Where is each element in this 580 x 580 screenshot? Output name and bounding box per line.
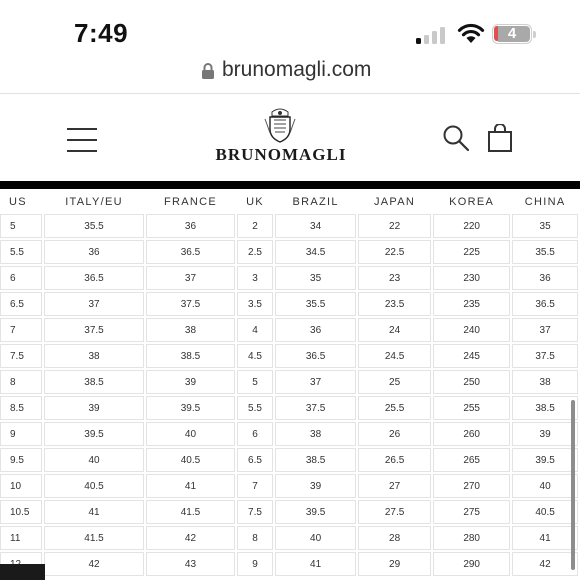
cell-italy-eu: 38 — [44, 344, 144, 368]
status-time: 7:49 — [74, 18, 129, 48]
cell-brazil: 37.5 — [275, 396, 356, 420]
cell-france: 37 — [146, 266, 235, 290]
column-header-france: FRANCE — [163, 196, 217, 208]
cell-japan: 29 — [358, 552, 431, 576]
cell-france: 41.5 — [146, 500, 235, 524]
cell-china: 35 — [512, 214, 578, 238]
table-row — [0, 422, 578, 446]
cell-uk: 6 — [237, 422, 273, 446]
cell-china: 40 — [512, 474, 578, 498]
cell-us: 8 — [0, 370, 42, 394]
cell-uk: 5.5 — [237, 396, 273, 420]
cell-korea: 265 — [433, 448, 510, 472]
cell-japan: 24.5 — [358, 344, 431, 368]
cell-france: 42 — [146, 526, 235, 550]
cell-uk: 3.5 — [237, 292, 273, 316]
cell-italy-eu: 40 — [44, 448, 144, 472]
cell-china: 40.5 — [512, 500, 578, 524]
shopping-bag-icon[interactable] — [487, 124, 513, 152]
column-header-uk: UK — [246, 196, 264, 208]
cell-korea: 235 — [433, 292, 510, 316]
cell-china: 36 — [512, 266, 578, 290]
cell-italy-eu: 39 — [44, 396, 144, 420]
cell-korea: 280 — [433, 526, 510, 550]
cell-china: 41 — [512, 526, 578, 550]
cell-korea: 270 — [433, 474, 510, 498]
size-chart — [0, 190, 580, 578]
cell-us: 10.5 — [0, 500, 42, 524]
cell-uk: 4.5 — [237, 344, 273, 368]
cell-korea: 250 — [433, 370, 510, 394]
table-row — [0, 448, 578, 472]
column-header-korea: KOREA — [449, 196, 495, 208]
cell-japan: 28 — [358, 526, 431, 550]
cell-italy-eu: 42 — [44, 552, 144, 576]
cell-us: 7 — [0, 318, 42, 342]
cell-uk: 8 — [237, 526, 273, 550]
cell-china: 36.5 — [512, 292, 578, 316]
cell-china: 38 — [512, 370, 578, 394]
scrollbar[interactable] — [571, 400, 575, 570]
table-row — [0, 292, 578, 316]
cell-korea: 255 — [433, 396, 510, 420]
column-header-japan: JAPAN — [374, 196, 416, 208]
cell-japan: 23 — [358, 266, 431, 290]
cell-france: 37.5 — [146, 292, 235, 316]
url-text[interactable]: brunomagli.com — [222, 58, 372, 81]
cell-us: 9.5 — [0, 448, 42, 472]
battery-terminal — [533, 31, 536, 38]
cell-uk: 2.5 — [237, 240, 273, 264]
hamburger-menu-icon[interactable] — [67, 128, 97, 152]
cell-uk: 7.5 — [237, 500, 273, 524]
cell-korea: 220 — [433, 214, 510, 238]
cellular-signal-icon — [416, 26, 448, 44]
cell-italy-eu: 37 — [44, 292, 144, 316]
cell-japan: 26 — [358, 422, 431, 446]
cell-italy-eu: 41 — [44, 500, 144, 524]
cell-brazil: 34 — [275, 214, 356, 238]
cell-uk: 7 — [237, 474, 273, 498]
cell-us: 11 — [0, 526, 42, 550]
cell-france: 38.5 — [146, 344, 235, 368]
cell-france: 36.5 — [146, 240, 235, 264]
divider — [0, 93, 580, 94]
cell-italy-eu: 37.5 — [44, 318, 144, 342]
size-chart-table — [0, 190, 580, 578]
lock-icon — [201, 62, 215, 80]
cell-brazil: 35 — [275, 266, 356, 290]
cell-korea: 290 — [433, 552, 510, 576]
battery-level: 4 — [507, 25, 517, 42]
cell-china: 39.5 — [512, 448, 578, 472]
cell-brazil: 38 — [275, 422, 356, 446]
cell-us: 7.5 — [0, 344, 42, 368]
brand-logo[interactable]: BRUNOMAGLI — [215, 145, 347, 164]
cell-italy-eu: 36.5 — [44, 266, 144, 290]
address-bar[interactable] — [0, 56, 580, 92]
cell-korea: 225 — [433, 240, 510, 264]
table-row — [0, 240, 578, 264]
table-header-row — [0, 192, 578, 212]
cell-brazil: 38.5 — [275, 448, 356, 472]
cell-china: 38.5 — [512, 396, 578, 420]
cell-japan: 23.5 — [358, 292, 431, 316]
cell-china: 37.5 — [512, 344, 578, 368]
cell-france: 41 — [146, 474, 235, 498]
status-bar — [0, 0, 580, 62]
header-divider-bar — [0, 181, 580, 189]
cell-uk: 6.5 — [237, 448, 273, 472]
cell-france: 40 — [146, 422, 235, 446]
cell-china: 35.5 — [512, 240, 578, 264]
cell-korea: 240 — [433, 318, 510, 342]
cell-korea: 245 — [433, 344, 510, 368]
table-row — [0, 318, 578, 342]
cell-france: 40.5 — [146, 448, 235, 472]
cell-brazil: 40 — [275, 526, 356, 550]
cell-uk: 9 — [237, 552, 273, 576]
cell-japan: 22 — [358, 214, 431, 238]
size-chart-body — [0, 214, 578, 576]
cell-uk: 5 — [237, 370, 273, 394]
cell-brazil: 39.5 — [275, 500, 356, 524]
cell-korea: 275 — [433, 500, 510, 524]
cell-brazil: 36 — [275, 318, 356, 342]
table-row — [0, 214, 578, 238]
cell-us: 5.5 — [0, 240, 42, 264]
cell-italy-eu: 35.5 — [44, 214, 144, 238]
cell-france: 39.5 — [146, 396, 235, 420]
cell-japan: 24 — [358, 318, 431, 342]
column-header-italy-eu: ITALY/EU — [65, 196, 123, 208]
cell-uk: 2 — [237, 214, 273, 238]
cell-japan: 25.5 — [358, 396, 431, 420]
column-header-us: US — [9, 196, 27, 208]
cell-us: 5 — [0, 214, 42, 238]
cell-japan: 26.5 — [358, 448, 431, 472]
column-header-china: CHINA — [524, 196, 566, 208]
table-row — [0, 344, 578, 368]
cell-uk: 3 — [237, 266, 273, 290]
cell-korea: 260 — [433, 422, 510, 446]
cell-us: 10 — [0, 474, 42, 498]
cell-japan: 27 — [358, 474, 431, 498]
cell-korea: 230 — [433, 266, 510, 290]
cell-japan: 22.5 — [358, 240, 431, 264]
cell-us: 6.5 — [0, 292, 42, 316]
table-row — [0, 474, 578, 498]
cell-france: 36 — [146, 214, 235, 238]
cell-japan: 25 — [358, 370, 431, 394]
cell-france: 38 — [146, 318, 235, 342]
cell-china: 37 — [512, 318, 578, 342]
cell-us: 8.5 — [0, 396, 42, 420]
cell-france: 39 — [146, 370, 235, 394]
cell-brazil: 34.5 — [275, 240, 356, 264]
cell-france: 43 — [146, 552, 235, 576]
wifi-icon — [456, 22, 486, 44]
cell-brazil: 35.5 — [275, 292, 356, 316]
battery-icon — [492, 24, 532, 44]
floating-block[interactable] — [0, 564, 45, 580]
table-row — [0, 526, 578, 550]
table-row — [0, 500, 578, 524]
cell-brazil: 37 — [275, 370, 356, 394]
cell-china: 39 — [512, 422, 578, 446]
cell-brazil: 36.5 — [275, 344, 356, 368]
cell-china: 42 — [512, 552, 578, 576]
table-row — [0, 552, 578, 576]
search-icon[interactable] — [442, 124, 470, 152]
cell-uk: 4 — [237, 318, 273, 342]
brand-crest-icon — [263, 107, 297, 143]
cell-us: 9 — [0, 422, 42, 446]
cell-italy-eu: 38.5 — [44, 370, 144, 394]
column-header-brazil: BRAZIL — [292, 196, 339, 208]
table-row — [0, 370, 578, 394]
cell-italy-eu: 39.5 — [44, 422, 144, 446]
table-row — [0, 266, 578, 290]
cell-japan: 27.5 — [358, 500, 431, 524]
cell-italy-eu: 40.5 — [44, 474, 144, 498]
cell-brazil: 41 — [275, 552, 356, 576]
cell-us: 6 — [0, 266, 42, 290]
table-row — [0, 396, 578, 420]
cell-italy-eu: 36 — [44, 240, 144, 264]
cell-italy-eu: 41.5 — [44, 526, 144, 550]
cell-brazil: 39 — [275, 474, 356, 498]
